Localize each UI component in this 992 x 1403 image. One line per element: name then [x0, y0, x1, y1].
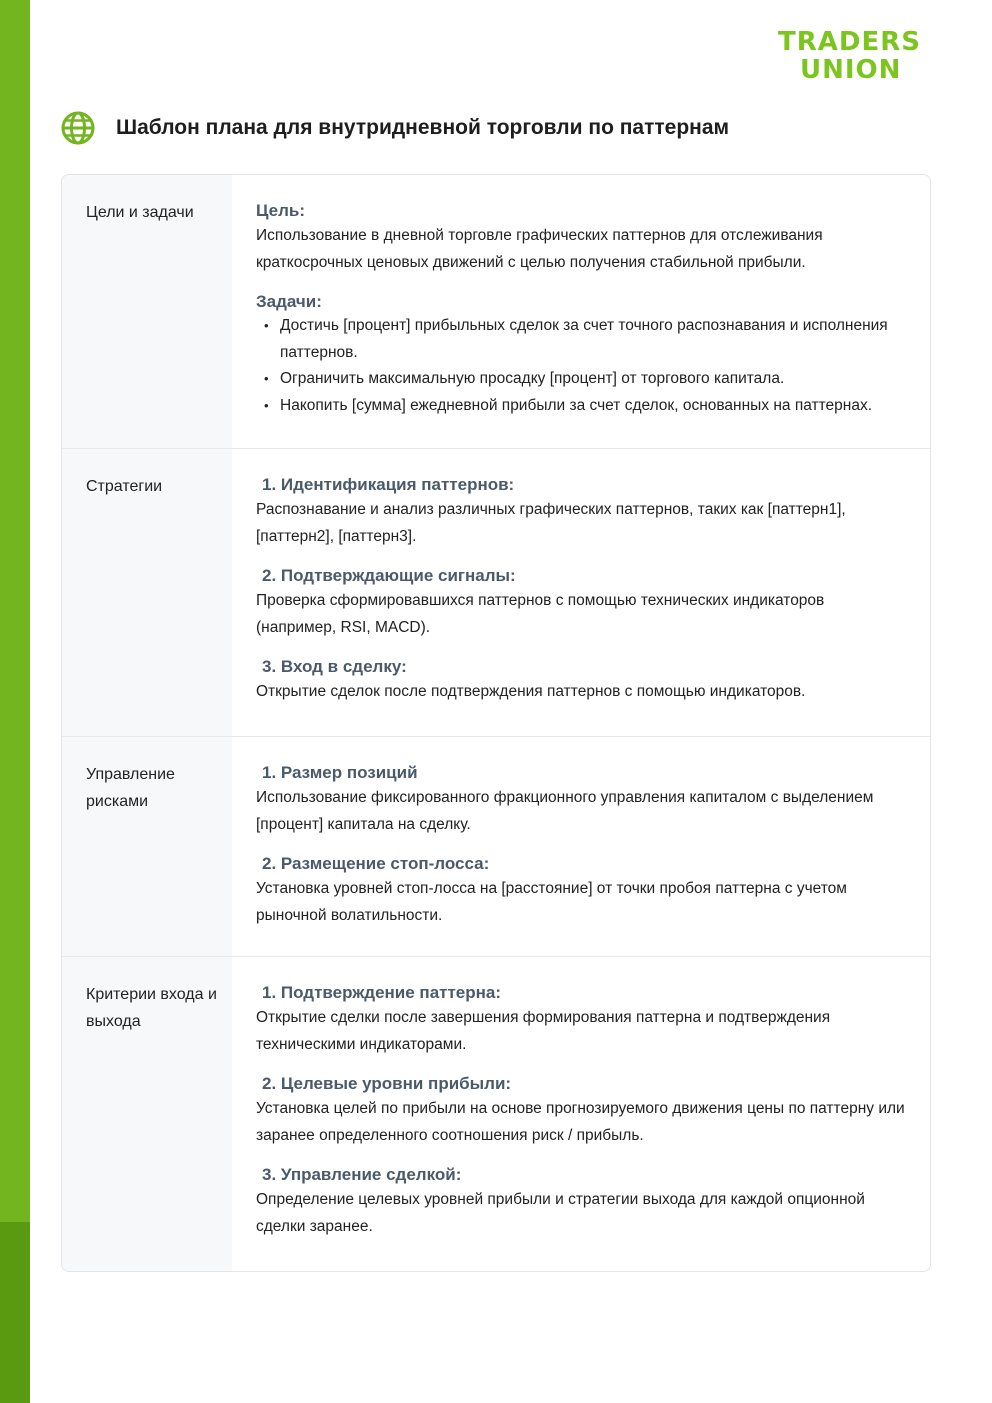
task-item: • Ограничить максимальную просадку [процент] от торгового капитала. — [256, 366, 906, 393]
risk-text: Установка уровней стоп-лосса на [расстояние] от точки пробоя паттерна с учетом рыночной волатильности. — [256, 880, 847, 924]
task-item: • Достичь [процент] прибыльных сделок за счет точного распознавания и исполнения паттернов. — [256, 313, 906, 366]
traders-union-logo — [778, 28, 938, 84]
strategy-heading: 1. Идентификация паттернов: — [262, 475, 515, 494]
risk-text: Использование фиксированного фракционного управления капиталом с выделением [процент] капитала на сделку. — [256, 789, 874, 833]
criteria-heading: 2. Целевые уровни прибыли: — [262, 1074, 512, 1093]
row-label-strategies: Стратегии — [62, 449, 232, 736]
table-row-strategies — [62, 448, 930, 736]
goal-heading: Цель: — [256, 201, 305, 220]
row-label-goals: Цели и задачи — [62, 175, 232, 448]
logo-line-2: UNION — [800, 55, 902, 85]
logo-line-1: TRADERS — [778, 27, 921, 57]
criteria-text: Установка целей по прибыли на основе прогнозируемого движения цены по паттерну или заранее определенного соотношения риск / прибыль. — [256, 1100, 905, 1144]
criteria-heading: 3. Управление сделкой: — [262, 1165, 462, 1184]
plan-table — [61, 174, 931, 1272]
goal-text-line-2: краткосрочных ценовых движений с целью получения стабильной прибыли. — [256, 254, 806, 271]
row-label-risk: Управление рисками — [62, 737, 232, 956]
criteria-heading: 1. Подтверждение паттерна: — [262, 983, 502, 1002]
criteria-text: Определение целевых уровней прибыли и стратегии выхода для каждой опционной сделки заранее. — [256, 1191, 865, 1235]
row-label-criteria: Критерии входа и выхода — [62, 957, 232, 1272]
strategy-heading: 2. Подтверждающие сигналы: — [262, 566, 516, 585]
globe-icon — [60, 110, 96, 146]
row-body-goals — [232, 175, 930, 448]
side-accent-bar-bottom — [0, 1222, 30, 1403]
strategy-text: Открытие сделок после подтверждения паттернов с помощью индикаторов. — [256, 683, 806, 700]
row-body-risk — [232, 737, 930, 956]
criteria-text: Открытие сделки после завершения формирования паттерна и подтверждения техническими индикаторами. — [256, 1009, 831, 1053]
task-item: • Накопить [сумма] ежедневной прибыли за счет сделок, основанных на паттернах. — [256, 393, 906, 420]
table-row-goals — [62, 175, 930, 448]
strategy-text: Распознавание и анализ различных графических паттернов, таких как [паттерн1], [паттерн2], [паттерн3]. — [256, 501, 846, 545]
page-title: Шаблон плана для внутридневной торговли по паттернам — [116, 116, 730, 139]
tasks-heading: Задачи: — [256, 292, 322, 311]
tasks-list — [256, 313, 906, 419]
row-body-strategies — [232, 449, 930, 736]
goal-text-line-1: Использование в дневной торговле графических паттернов для отслеживания — [256, 227, 823, 244]
risk-heading: 2. Размещение стоп-лосса: — [262, 854, 490, 873]
side-accent-bar — [0, 0, 30, 1403]
row-body-criteria — [232, 957, 930, 1272]
table-row-criteria — [62, 956, 930, 1272]
risk-heading: 1. Размер позиций — [262, 763, 418, 782]
strategy-text: Проверка сформировавшихся паттернов с помощью технических индикаторов (например, RSI, MACD). — [256, 592, 825, 636]
title-row — [60, 110, 729, 146]
table-row-risk — [62, 736, 930, 956]
strategy-heading: 3. Вход в сделку: — [262, 657, 407, 676]
